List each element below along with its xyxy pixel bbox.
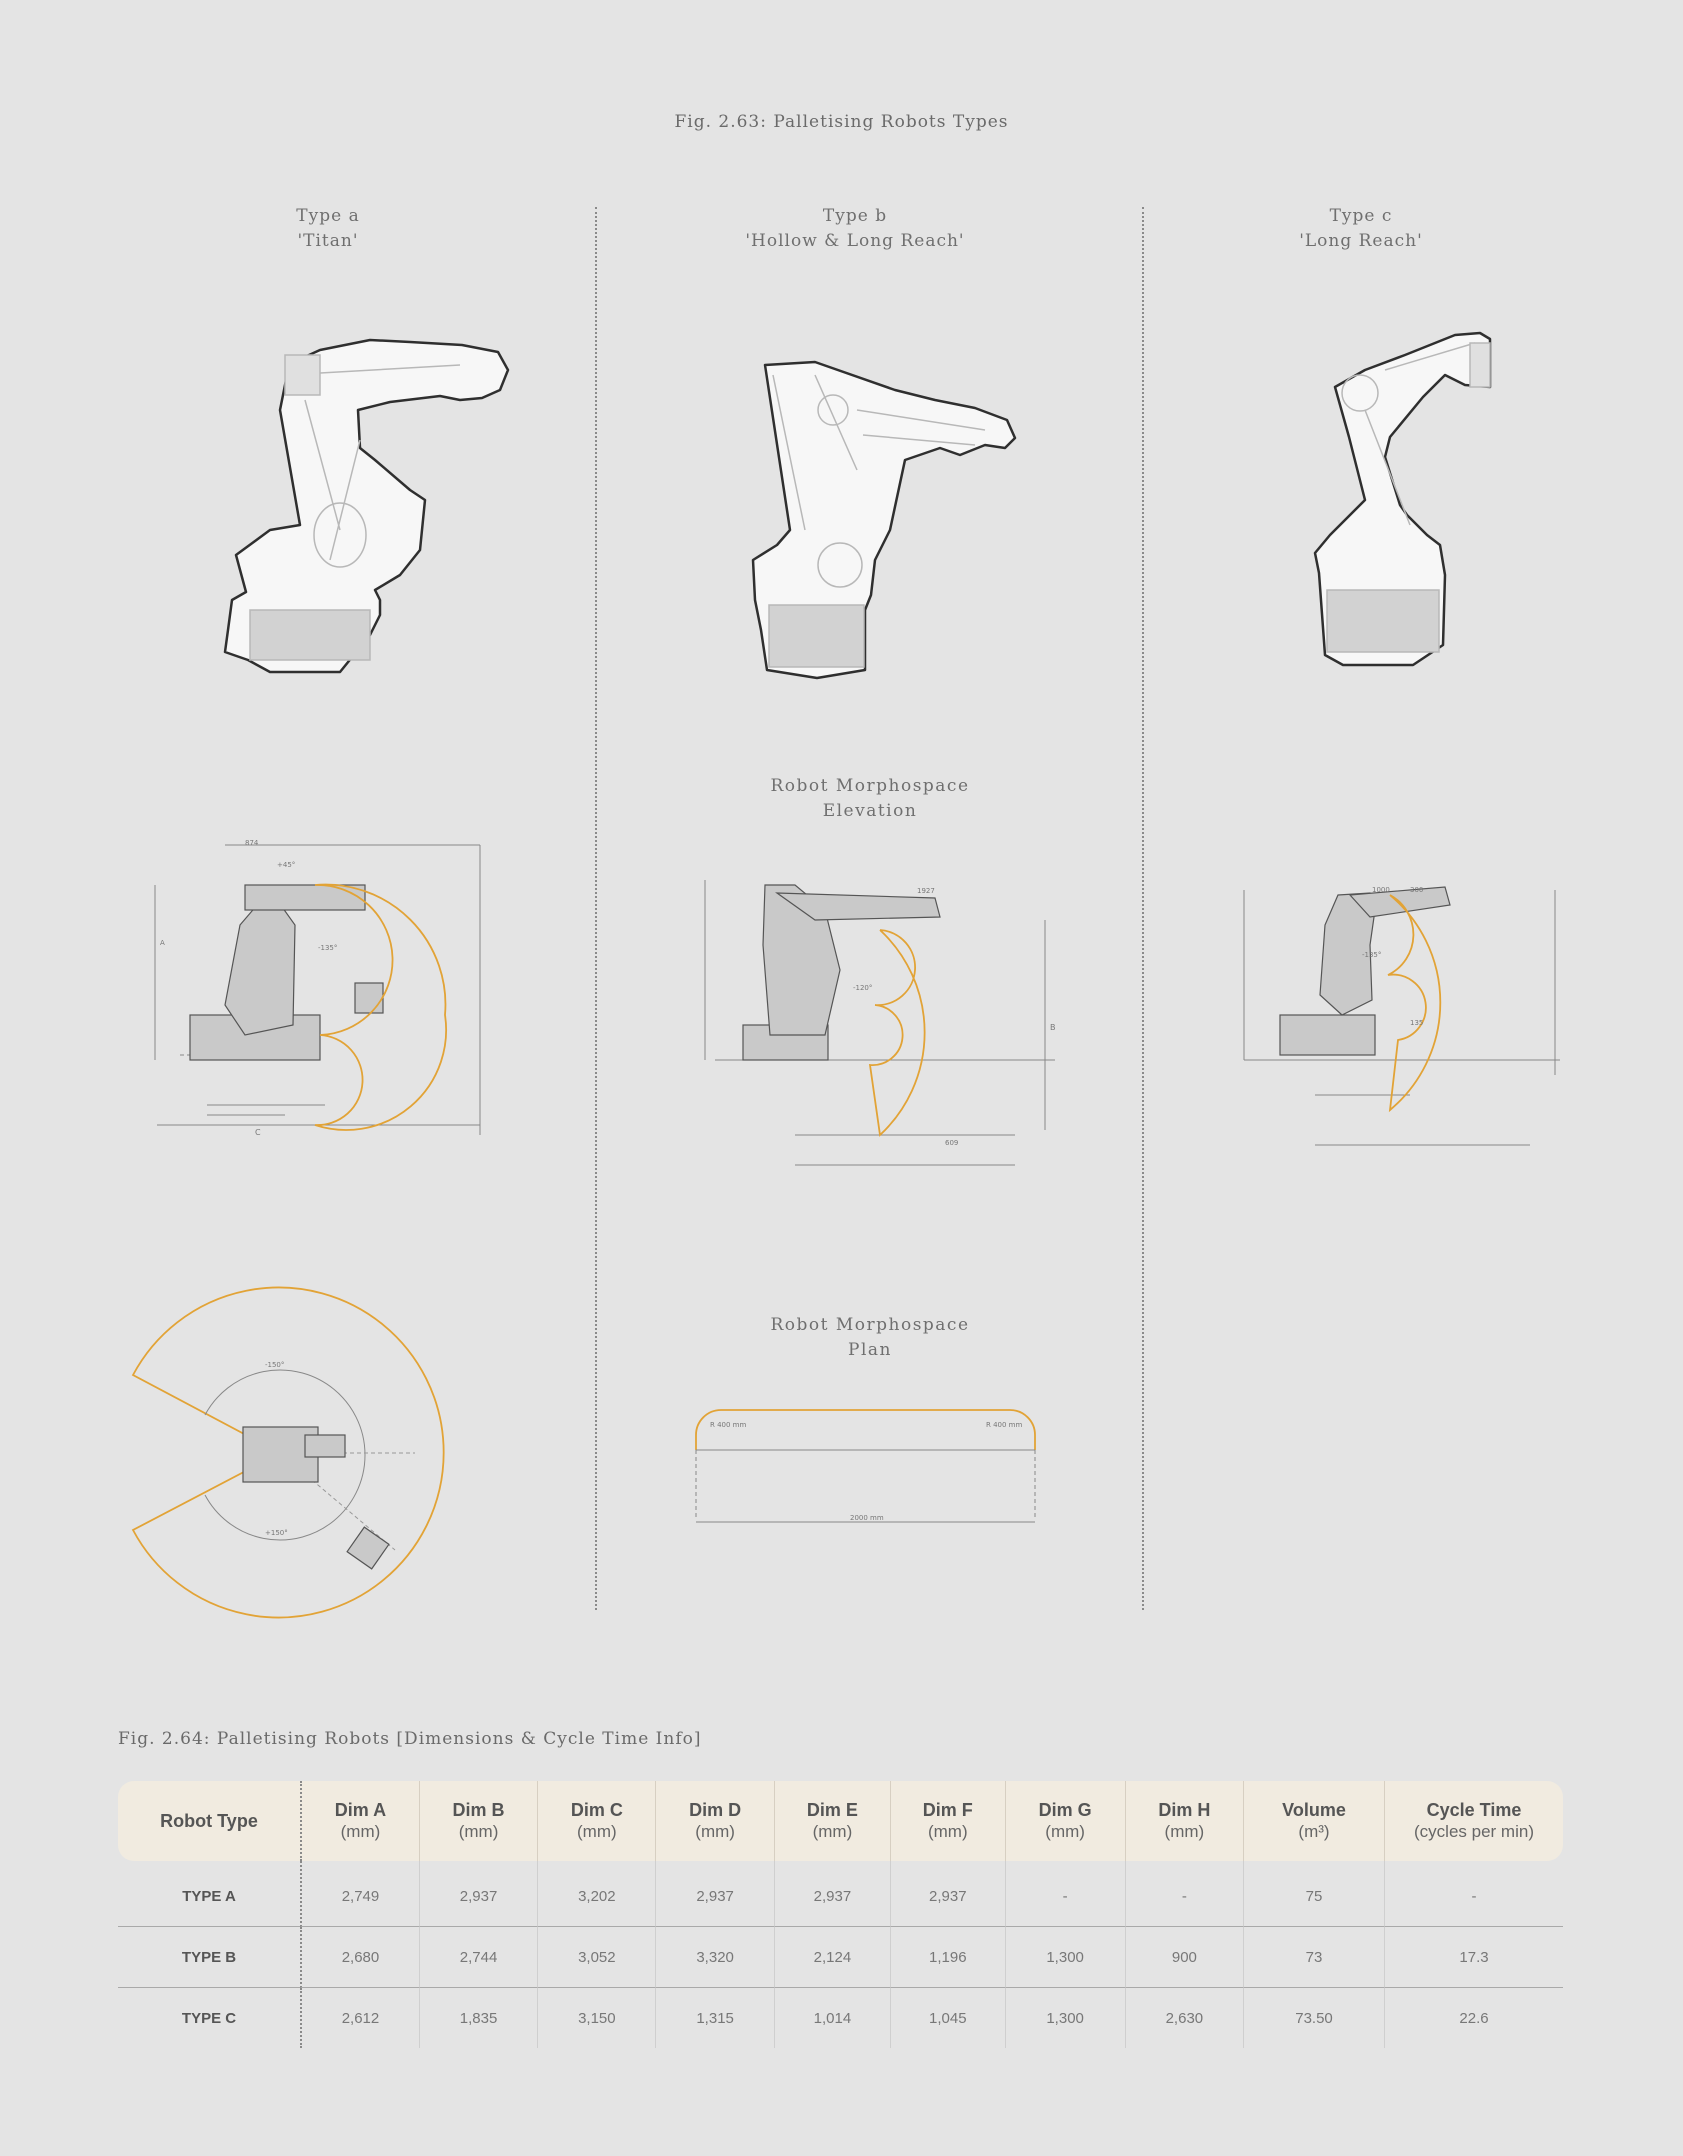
column-heading-type-b [705,204,1005,254]
svg-text:1927: 1927 [917,887,935,895]
plan-drawing-type-a [125,1295,425,1615]
header-dim-b: Dim B (mm) [419,1781,537,1861]
svg-text:135: 135 [1410,1019,1424,1027]
header-dim-f: Dim F (mm) [890,1781,1004,1861]
svg-text:874: 874 [245,839,259,847]
column-divider [595,207,597,1610]
robot-type-b-render [745,350,1045,685]
svg-text:-120°: -120° [853,984,873,992]
elevation-drawing-type-b [695,865,1065,1185]
figure-title: Fig. 2.63: Palletising Robots Types [674,112,1009,132]
table-header-row [118,1781,1563,1861]
header-dim-c: Dim C (mm) [537,1781,655,1861]
svg-text:-135°: -135° [318,944,338,952]
plan-radius-left: R 400 mm [710,1421,747,1429]
type-name: 'Titan' [297,231,359,251]
reach-envelope [870,930,925,1135]
table-row: TYPE A 2,749 2,937 3,202 2,937 2,937 2,937 - - 75 - [118,1861,1563,1927]
plan-width: 2000 mm [850,1514,884,1522]
plan-drawing-morphospace [690,1395,1040,1530]
plan-radius-right: R 400 mm [986,1421,1023,1429]
type-name: 'Hollow & Long Reach' [745,231,965,251]
plan-label: Robot Morphospace Plan [770,1315,970,1360]
elevation-label: Robot Morphospace Elevation [770,776,970,821]
dimensions-table [118,1781,1563,2048]
header-dim-a: Dim A (mm) [300,1781,419,1861]
type-label: Type b [822,206,888,226]
svg-text:-135°: -135° [1362,951,1382,959]
header-dim-d: Dim D (mm) [655,1781,773,1861]
column-divider [1142,207,1144,1610]
svg-text:+150°: +150° [265,1529,288,1537]
svg-text:A: A [160,939,165,947]
header-volume: Volume (m³) [1243,1781,1384,1861]
reach-envelope [1388,895,1440,1110]
type-label: Type c [1329,206,1393,226]
svg-text:+45°: +45° [277,861,296,869]
svg-text:B: B [1050,1023,1056,1032]
robot-type-c-render [1305,325,1545,675]
type-name: 'Long Reach' [1299,231,1423,251]
column-heading-type-c [1261,204,1461,254]
header-dim-h: Dim H (mm) [1125,1781,1243,1861]
header-dim-e: Dim E (mm) [774,1781,890,1861]
table-row: TYPE C 2,612 1,835 3,150 1,315 1,014 1,045 1,300 2,630 73.50 22.6 [118,1988,1563,2048]
svg-text:C: C [255,1128,261,1137]
svg-text:300: 300 [1410,886,1424,894]
table-title: Fig. 2.64: Palletising Robots [Dimensions & Cycle Time Info] [118,1729,702,1749]
table-row: TYPE B 2,680 2,744 3,052 3,320 2,124 1,196 1,300 900 73 17.3 [118,1927,1563,1988]
header-dim-g: Dim G (mm) [1005,1781,1125,1861]
elevation-drawing-type-c [1240,865,1570,1155]
header-robot-type: Robot Type [118,1781,300,1861]
svg-text:609: 609 [945,1139,959,1147]
robot-type-a-render [210,330,520,680]
elevation-drawing-type-a [145,835,485,1145]
svg-text:-150°: -150° [265,1361,285,1369]
type-label: Type a [296,206,360,226]
column-heading-type-a [228,204,428,254]
svg-text:1000: 1000 [1372,886,1390,894]
header-cycle-time: Cycle Time (cycles per min) [1384,1781,1563,1861]
